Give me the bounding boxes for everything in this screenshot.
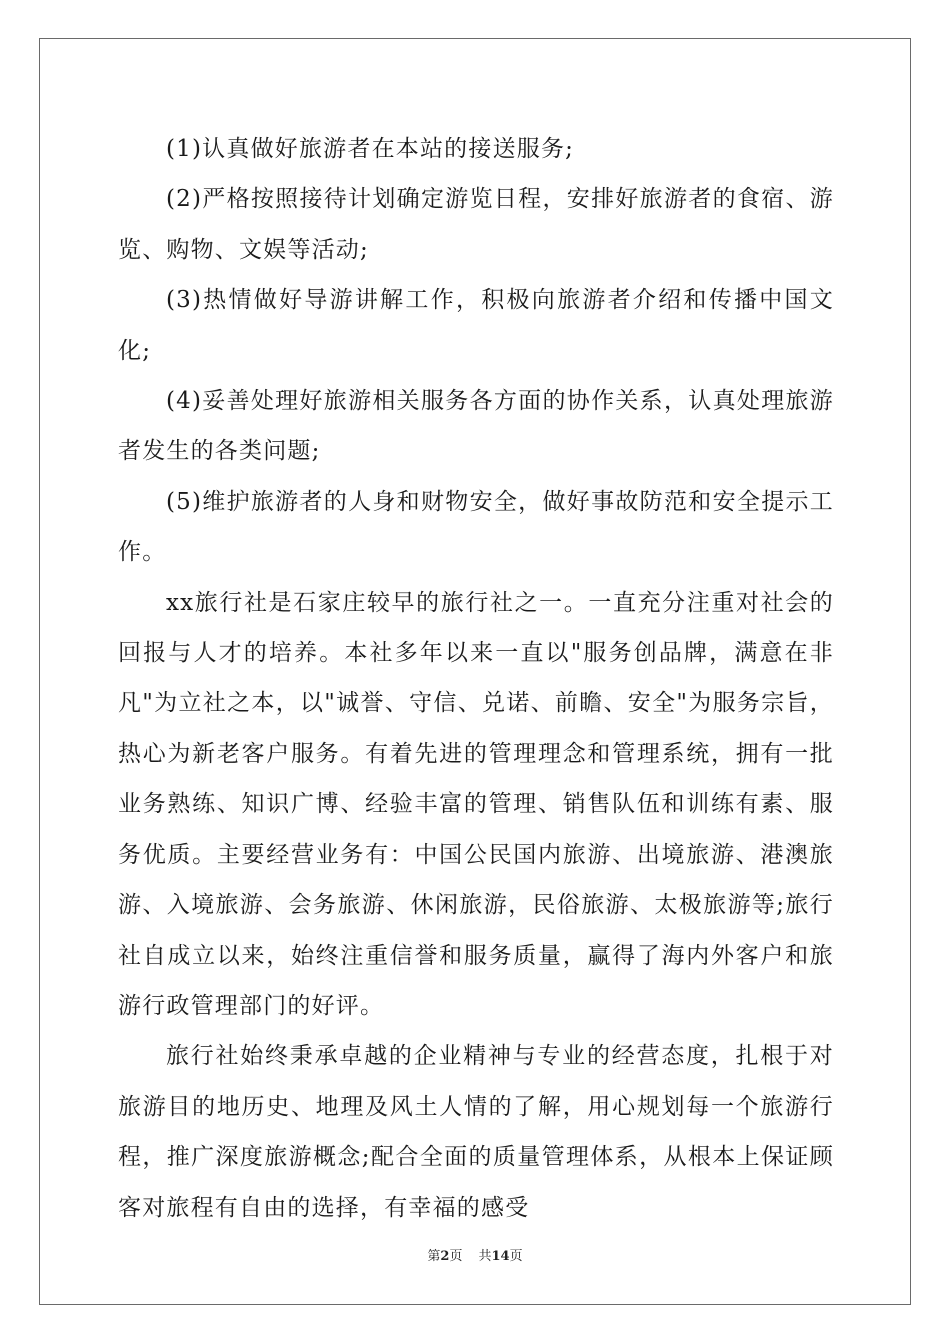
paragraph-duty-1: (1)认真做好旅游者在本站的接送服务; (166, 136, 575, 162)
page-prefix: 第 (427, 1249, 441, 1264)
page-footer (0, 1245, 950, 1264)
total-pages: 14 (491, 1249, 510, 1264)
document-body (118, 124, 834, 1233)
paragraph-agency-intro: xx旅行社是石家庄较早的旅行社之一。一直充分注重对社会的回报与人才的培养。本社多年以来一直以"服务创品牌，满意在非凡"为立社之本，以"诚誉、守信、兑诺、前瞻、安全"为服务宗旨，热心为新老客户服务。有着先进的管理理念和管理系统，拥有一批业务熟练、知识广博、经验丰富的管理、销售队伍和训练有素、服务优质。主要经营业务有：中国公民国内旅游、出境旅游、港澳旅游、入境旅游、会务旅游、休闲旅游，民俗旅游、太极旅游等;旅行社自成立以来，始终注重信誉和服务质量，赢得了海内外客户和旅游行政管理部门的好评。 (118, 589, 834, 1019)
paragraph-duty-4: (4)妥善处理好旅游相关服务各方面的协作关系，认真处理旅游者发生的各类问题; (118, 388, 834, 465)
page-number: 2 (440, 1249, 450, 1264)
paragraph-agency-philosophy: 旅行社始终秉承卓越的企业精神与专业的经营态度，扎根于对旅游目的地历史、地理及风土人情的了解，用心规划每一个旅游行程，推广深度旅游概念;配合全面的质量管理体系，从根本上保证顾客对旅程有自由的选择，有幸福的感受 (118, 1043, 834, 1221)
total-suffix: 页 (509, 1249, 523, 1264)
page-suffix: 页 (449, 1249, 463, 1264)
paragraph-duty-5: (5)维护旅游者的人身和财物安全，做好事故防范和安全提示工作。 (118, 488, 834, 566)
total-prefix: 共 (478, 1249, 492, 1264)
paragraph-duty-2: (2)严格按照接待计划确定游览日程，安排好旅游者的食宿、游览、购物、文娱等活动; (118, 186, 834, 263)
paragraph-duty-3: (3)热情做好导游讲解工作，积极向旅游者介绍和传播中国文化; (118, 287, 834, 364)
